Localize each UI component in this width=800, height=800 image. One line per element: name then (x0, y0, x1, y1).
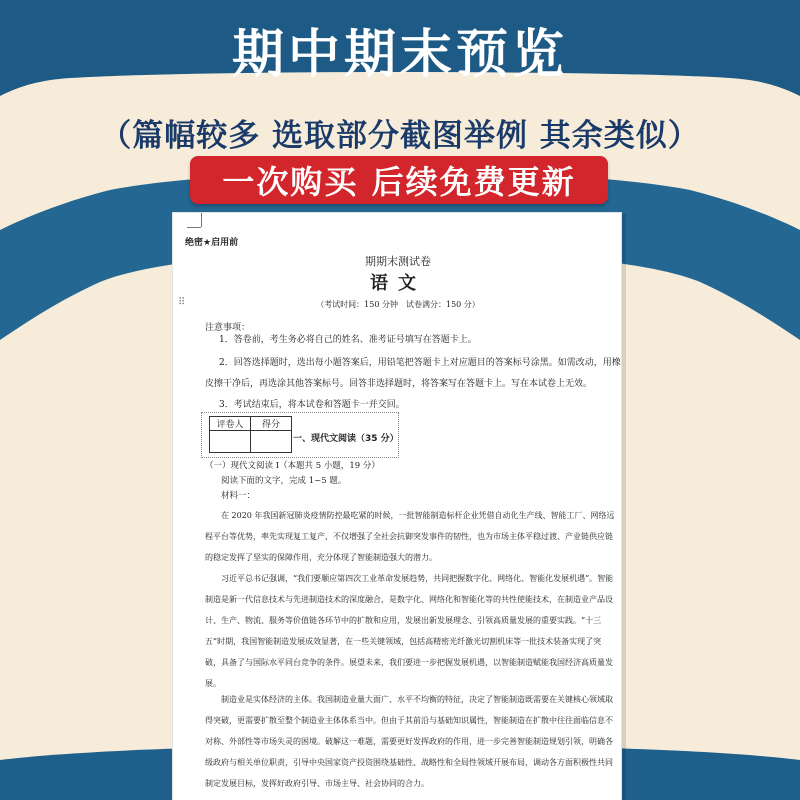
promo-text: 一次购买 后续免费更新 (222, 163, 576, 201)
reviewer-header: 评卷人 (210, 417, 251, 431)
sub-heading: （一）现代文阅读 I（本题共 5 小题，19 分） (205, 461, 380, 471)
notice-item: 皮擦干净后，再选涂其他答案标号。回答非选择题时，将答案写在答题卡上。写在本试卷上无效。 (205, 379, 593, 389)
crop-mark (201, 213, 202, 227)
crop-mark (187, 227, 201, 228)
exam-document (172, 212, 622, 800)
subject-title: 语文 (370, 273, 426, 294)
exam-info: （考试时间：150 分钟 试卷满分：150 分） (316, 300, 480, 309)
banner-subtitle: （篇幅较多 选取部分截图举例 其余类似） (100, 118, 700, 154)
promo-pill (190, 156, 608, 204)
section-title: 一、现代文阅读（35 分） (293, 434, 399, 444)
paragraph-text: 在 2020 年我国新冠肺炎疫情防控最吃紧的时候，一批智能制造标杆企业凭借自动化生产线、智能工厂、网络远程平台等优势，率先实现复工复产，不仅增强了全社会抗御突发事件的韧性，也为市场主体平稳过渡、产业链供应链的稳定发挥了坚实的保障作用，充分体现了智能制造强大的潜力。 (205, 511, 615, 562)
paragraph-text: 制造业是实体经济的主体。我国制造业量大面广、水平不均衡的特征，决定了智能制造既需要在关键核心领域取得突破，更需要扩散至整个制造业主体体系当中。但由于其前沿与基础知识属性，智能制造在扩散中往往面临信息不对称、外部性等市场失灵的困境。破解这一难题，需要更好发挥政府的作用，进一步完善智能制造规划引领，明确各级政府与相关单位职责，引导中央国家资产投资围绕基础性、战略性和全局性领域开展布局，调动各方面积极性共同制定发展目标，发挥好政府引导、市场主导、社会协同的合力。 (205, 695, 613, 788)
exam-name: 期期末测试卷 (365, 255, 431, 268)
paragraph (205, 505, 615, 568)
paragraph (205, 568, 615, 694)
secret-label: 绝密★启用前 (185, 238, 239, 248)
notice-heading: 注意事项： (205, 323, 251, 333)
banner-title: 期中期末预览 (231, 25, 568, 85)
notice-item: 3．考试结束后，将本试卷和答题卡一并交回。 (219, 400, 405, 410)
score-header: 得分 (251, 417, 292, 431)
score-cell (251, 431, 292, 453)
material-label: 材料一： (221, 491, 256, 501)
instruction: 阅读下面的文字，完成 1~5 题。 (221, 476, 347, 486)
drag-handle-icon[interactable]: ⠿ (178, 297, 186, 308)
reviewer-cell (210, 431, 251, 453)
score-table (209, 416, 292, 453)
notice-item: 1．答卷前，考生务必将自己的姓名、准考证号填写在答题卡上。 (219, 335, 477, 345)
notice-item: 2．回答选择题时，选出每小题答案后，用铅笔把答题卡上对应题目的答案标号涂黑。如需改动，用橡 (219, 358, 621, 368)
paragraph-text: 习近平总书记强调，“我们要顺应第四次工业革命发展趋势，共同把握数字化、网络化、智能化发展机遇”。智能制造是新一代信息技术与先进制造技术的深度融合，是数字化、网络化和智能化等的共性使能技术，在制造业产品设计、生产、物流、服务等价值链各环节中的扩散和应用，发展出新发展理念、引领高质量发展的重要实践。“十三五”时期，我国智能制造发展成效显著，在一些关键领域，包括高精密光纤激光切割机床等一批技术装备实现了突破，具备了与国际水平同台竞争的条件。展望未来，我们要进一步把握发展机遇，以智能制造赋能我国经济高质量发展。 (205, 574, 614, 688)
paragraph (205, 689, 615, 794)
